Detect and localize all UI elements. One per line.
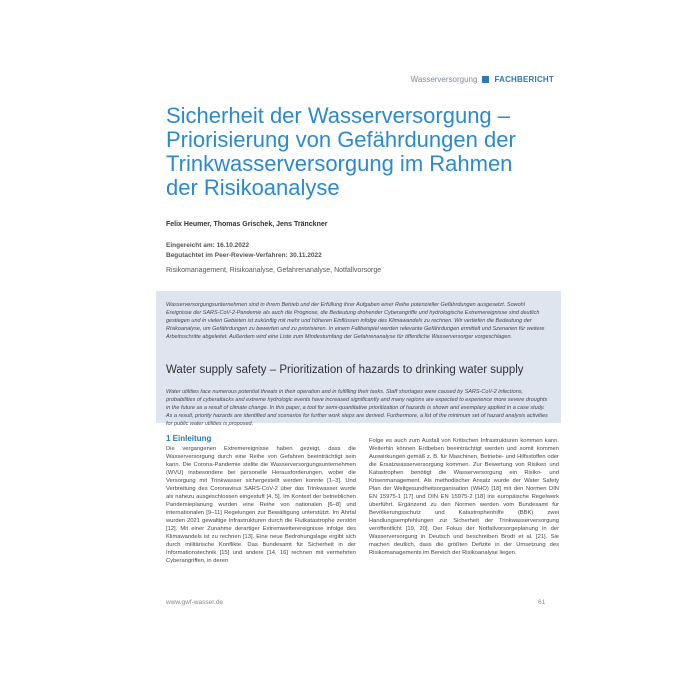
abstract-english-title: Water supply safety – Prioritization of hazards to drinking water supply [166,364,524,376]
abstract-box [156,291,561,427]
article-title: Sicherheit der Wasserversorgung – Priorisierung von Gefährdungen der Trinkwasserversorgung im Rahmen der Risikoanalyse [166,103,516,200]
body-text-right: Folge es auch zum Ausfall von Kritischen Infrastrukturen kommen kann. Weiterhin können Erdbeben beeinträchtigt werden und somit kommen Auswirkungen gemäß z. B. für Maschinen, Betriebe- und Hilfsstoffen oder die Ersatzwasserversorgung kommen. Zur Bewertung von Risiken und Katastrophen benötigt die Wasserversorgung ein Risiko- und Krisenmanagement. Als methodischer Ansatz wurde der Water Safety Plan der Weltgesundheitsorganisation (WHO) [18] mit den Normen DIN EN 15975-1 [17] und DIN EN 15975-2 [18] ins europäische Regelwerk überführt. Ergänzend zu den Normen werden vom Bundesamt für Bevölkerungsschutz und Katastrophenhilfe (BBK) zwei Handlungsempfehlungen zur Sicherheit der Trinkwasserversorgung veröffentlicht [19, 20]. Der Fokus der Notfallvorsorgeplanung in der Wasserversorgung in Deutsch und beschreiben Brodt et al. [21]. Sie machen deutlich, dass die größten Defizite in der Umsetzung des Risikomanagements im Bereich der Risikoanalyse liegen. [369,438,559,556]
keywords: Risikomanagement, Risikoanalyse, Gefahrenanalyse, Notfallvorsorge [166,267,382,274]
body-text-left: Die vergangenen Extremereignisse haben gezeigt, dass die Wasserversorgung durch eine Reihe von Gefahren beeinträchtigt sein kann. Die Corona-Pandemie stellte die Wasserversorgungsunternehmen (WVU) insbesondere bei personelle Herausforderungen, wobei die Versorgung mit Trinkwasser sichergestellt werden konnte [1–3]. Und Verbreitung des Coronavirus SARS-CoV-2 über das Trinkwasser wurde als nahezu ausgeschlossen eingestuft [4, 5]. Im Kontext der betrieblichen Pandemieplanung wurden eine Reihe von nationalen [6–8] und internationalen [9–11] Regelungen zur Bewältigung unterstützt. Im Ahrtal wurden 2021 gewaltige Infrastrukturen durch die Flutkatastrophe zerstört [12]. Mit einer Zunahme derartiger Extremwetterereignisse infolge des Klimawandels ist zu rechnen [13]. Eine neue Bedrohungslage ergibt sich durch militärische Konflikte. Das Bundesamt für Sicherheit in der Informationstechnik [15] und andere [14, 16] rechnen mit vermehrten Cyberangriffen, in deren [166,446,356,564]
body-column-left [166,435,356,565]
section-label: Wasserversorgung [410,75,478,84]
abstract-english: Water utilities face numerous potential threats in their operation and in fulfilling their tasks. Staff shortages were caused by SARS-CoV-2 infections, probabilities of cyberattacks and extreme hydrologic events have increased significantly and many regions are expected to experience more severe droughts in the future as a result of climate change. In this paper, a tool for semi-quantitative prioritization of hazards is shown and exemplary applied in a case study. As a result, priority hazards are identified and scenarios for further work steps are derived. Furthermore, a list of the minimum set of hazard analysis activities for public water utilities is proposed. [166,389,548,427]
page-number: 61 [538,599,546,606]
category-label: FACHBERICHT [494,75,554,84]
abstract-german: Wasserversorgungsunternehmen sind in ihrem Betrieb und der Erfüllung ihrer Aufgaben einer Reihe potenzieller Gefährdungen ausgesetzt. Sowohl Ereignisse der SARS-CoV-2-Pandemie als auch die Prognose, die Bedeutung drohender Cyberangriffe und hydrologische Extremereignisse sind deutlich gestiegen und in vielen Gebieten ist zukünftig mit mehr und höheren Einflüssen infolge des Klimawandels zu rechnen. Wir vertiefen die Bedeutung der Risikoanalyse, um Gefährdungen zu bewerten und zu priorisieren. In einem Fallbeispiel werden relevante Gefährdungen ermittelt und Szenarien für weitere Arbeitsschritte abgeleitet. Außerdem wird eine Liste zum Mindestumfang der Gefahrenanalyse für öffentliche Wasserversorger vorgeschlagen. [166,302,545,340]
running-header [411,75,554,84]
footer-url: www.gwf-wasser.de [166,599,224,606]
review-date: Begutachtet im Peer-Review-Verfahren: 30.11.2022 [166,252,322,259]
body-column-right [369,437,559,557]
submission-dates [166,241,322,261]
square-bullet-icon [482,76,489,83]
section-heading: 1 Einleitung [166,434,212,443]
received-date: Eingereicht am: 16.10.2022 [166,242,250,249]
authors: Felix Heumer, Thomas Grischek, Jens Tränckner [166,221,328,228]
